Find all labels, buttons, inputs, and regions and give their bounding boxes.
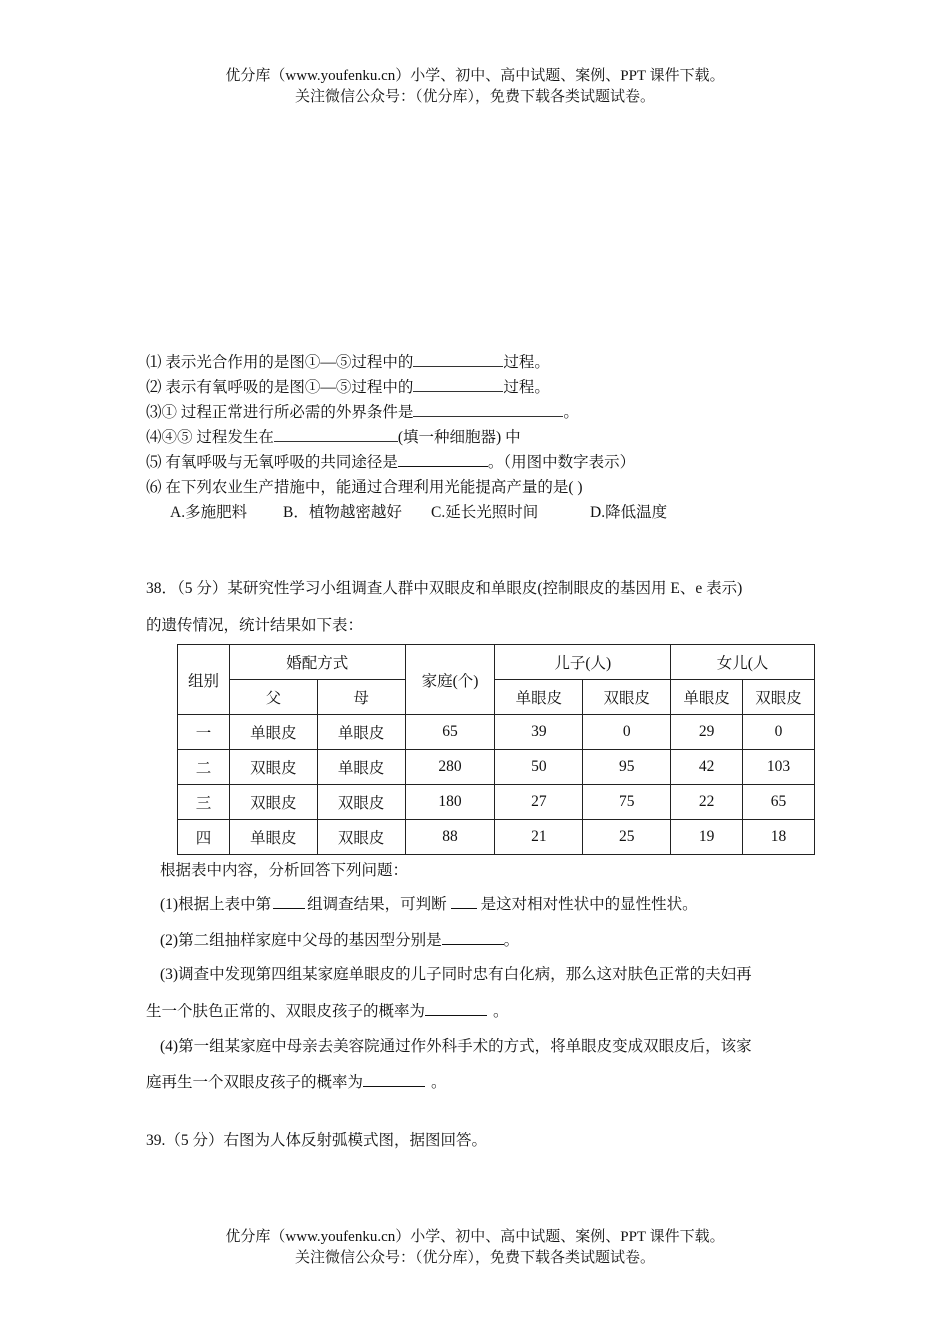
- q37-sub4-tail: (填一种细胞器) 中: [397, 429, 521, 446]
- cell-father: 双眼皮: [229, 785, 317, 820]
- header-daughter-double: 双眼皮: [743, 680, 815, 715]
- q37-sub2-tail: 过程。: [503, 379, 550, 396]
- header-son-double: 双眼皮: [583, 680, 671, 715]
- footer-line-1: 优分库（www.youfenku.cn）小学、初中、高中试题、案例、PPT 课件下载。: [225, 1229, 725, 1245]
- q38-part3-tail: 。: [493, 1003, 509, 1020]
- answer-blank: [442, 930, 504, 945]
- header-daughter-single: 单眼皮: [671, 680, 743, 715]
- q37-sub3-tail: 。: [563, 404, 579, 421]
- q37-sub5: [146, 450, 635, 472]
- q37-option-c: C.延长光照时间: [431, 504, 539, 521]
- q37-sub1-text: ⑴ 表示光合作用的是图①—⑤过程中的: [146, 354, 414, 371]
- header-marriage: 婚配方式: [229, 645, 405, 680]
- cell-daughter-single: 42: [671, 750, 743, 785]
- cell-son-single: 27: [495, 785, 583, 820]
- q37-sub1-tail: 过程。: [503, 354, 550, 371]
- cell-daughter-single: 29: [671, 715, 743, 750]
- header-line-2: 关注微信公众号：（优分库），免费下载各类试题试卷。: [294, 89, 655, 105]
- table-row: [178, 715, 815, 750]
- cell-mother: 双眼皮: [317, 785, 405, 820]
- cell-family: 88: [405, 820, 495, 855]
- q37-option-b: B．植物越密越好: [283, 504, 402, 521]
- cell-father: 单眼皮: [229, 715, 317, 750]
- q38-part4-line-2: [146, 1070, 447, 1092]
- cell-mother: 双眼皮: [317, 820, 405, 855]
- q38-part2-text: (2)第二组抽样家庭中父母的基因型分别是: [160, 932, 442, 949]
- cell-group: 四: [178, 820, 230, 855]
- q38-lead: 根据表中内容，分析回答下列问题：: [160, 862, 409, 879]
- q37-sub6: ⑹ 在下列农业生产措施中，能通过合理利用光能提高产量的是( ): [146, 479, 583, 496]
- table-row: [178, 820, 815, 855]
- header-son: 儿子(人): [495, 645, 671, 680]
- cell-family: 65: [405, 715, 495, 750]
- cell-father: 双眼皮: [229, 750, 317, 785]
- table-row: [178, 750, 815, 785]
- q38-intro-line-1: 38．（5 分）某研究性学习小组调查人群中双眼皮和单眼皮(控制眼皮的基因用 E、e 表示): [146, 580, 743, 597]
- q37-sub4-text: ⑷④⑤ 过程发生在: [146, 429, 274, 446]
- q38-part2-tail: 。: [503, 932, 520, 949]
- q38-part2: [160, 928, 519, 950]
- page-header: [0, 66, 950, 108]
- header-son-single: 单眼皮: [495, 680, 583, 715]
- cell-daughter-double: 0: [743, 715, 815, 750]
- q38-part4-tail: 。: [431, 1074, 447, 1091]
- header-group: 组别: [178, 645, 230, 715]
- q38-part3-line-1: (3)调查中发现第四组某家庭单眼皮的儿子同时忠有白化病，那么这对肤色正常的夫妇再: [160, 966, 752, 983]
- q37-sub2-text: ⑵ 表示有氧呼吸的是图①—⑤过程中的: [146, 379, 414, 396]
- q37-sub4: [146, 425, 521, 447]
- header-mother: 母: [317, 680, 405, 715]
- cell-family: 280: [405, 750, 495, 785]
- footer-line-2: 关注微信公众号：（优分库），免费下载各类试题试卷。: [294, 1250, 655, 1266]
- answer-blank: [451, 894, 477, 909]
- answer-blank: [398, 452, 488, 467]
- q38-part1-tail: 是这对相对性状中的显性性状。: [480, 896, 698, 913]
- cell-daughter-single: 22: [671, 785, 743, 820]
- table-row: [178, 785, 815, 820]
- answer-blank: [273, 894, 305, 909]
- cell-group: 三: [178, 785, 230, 820]
- cell-son-single: 39: [495, 715, 583, 750]
- cell-mother: 单眼皮: [317, 715, 405, 750]
- q37-sub3-text: ⑶① 过程正常进行所必需的外界条件是: [146, 404, 414, 421]
- cell-son-single: 50: [495, 750, 583, 785]
- answer-blank: [413, 352, 503, 367]
- q38-part3-text: 生一个肤色正常的、双眼皮孩子的概率为: [146, 1003, 426, 1020]
- q38-part4-text: 庭再生一个双眼皮孩子的概率为: [146, 1074, 364, 1091]
- q37-sub5-tail: 。（用图中数字表示）: [487, 454, 636, 471]
- answer-blank: [413, 402, 563, 417]
- cell-mother: 单眼皮: [317, 750, 405, 785]
- answer-blank: [413, 377, 503, 392]
- q38-part4-line-1: (4)第一组某家庭中母亲去美容院通过作外科手术的方式，将单眼皮变成双眼皮后，该家: [160, 1038, 752, 1055]
- cell-group: 一: [178, 715, 230, 750]
- cell-son-double: 0: [583, 715, 671, 750]
- answer-blank: [363, 1072, 425, 1087]
- q37-sub3: [146, 400, 579, 422]
- q38-part1-text: (1)根据上表中第: [160, 896, 272, 913]
- answer-blank: [425, 1001, 487, 1016]
- q37-option-a: A.多施肥料: [170, 504, 248, 521]
- q38-part1-mid: 组调查结果，可判断: [307, 896, 447, 913]
- cell-son-double: 95: [583, 750, 671, 785]
- cell-daughter-double: 65: [743, 785, 815, 820]
- cell-daughter-double: 103: [743, 750, 815, 785]
- page-footer: [0, 1227, 950, 1269]
- q39-text: 39.（5 分）右图为人体反射弧模式图，据图回答。: [146, 1132, 488, 1149]
- header-line-1: 优分库（www.youfenku.cn）小学、初中、高中试题、案例、PPT 课件下载。: [225, 68, 725, 84]
- header-father: 父: [229, 680, 317, 715]
- eyelid-survey-table: [177, 644, 815, 855]
- cell-daughter-double: 18: [743, 820, 815, 855]
- cell-son-double: 25: [583, 820, 671, 855]
- cell-family: 180: [405, 785, 495, 820]
- cell-group: 二: [178, 750, 230, 785]
- q37-sub5-text: ⑸ 有氧呼吸与无氧呼吸的共同途径是: [146, 454, 398, 471]
- header-daughter: 女儿(人: [671, 645, 815, 680]
- header-family: 家庭(个): [405, 645, 495, 715]
- q38-part3-line-2: [146, 999, 509, 1021]
- q37-option-d: D.降低温度: [590, 504, 668, 521]
- cell-son-single: 21: [495, 820, 583, 855]
- q38-intro-line-2: 的遗传情况，统计结果如下表：: [146, 617, 364, 634]
- cell-daughter-single: 19: [671, 820, 743, 855]
- q38-part1: [160, 892, 698, 914]
- cell-father: 单眼皮: [229, 820, 317, 855]
- q37-sub1: [146, 350, 550, 372]
- answer-blank: [274, 427, 398, 442]
- cell-son-double: 75: [583, 785, 671, 820]
- q37-sub2: [146, 375, 550, 397]
